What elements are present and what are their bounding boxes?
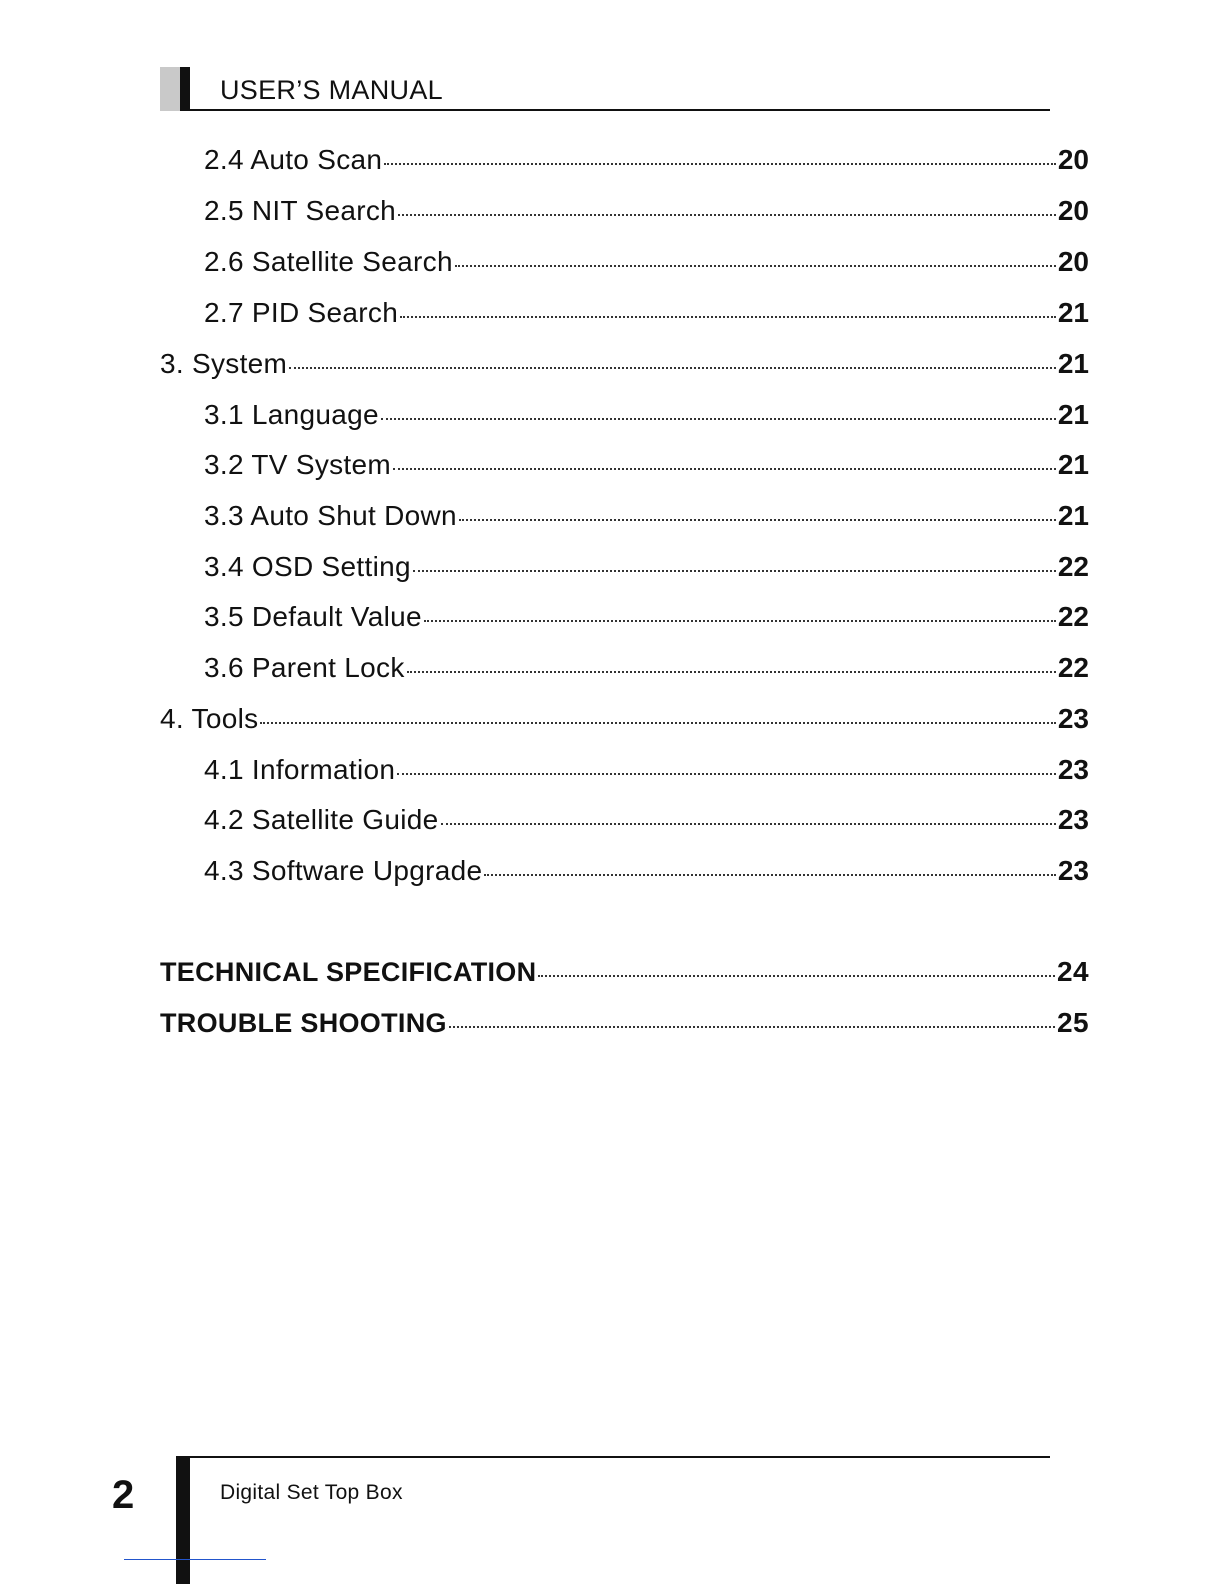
toc-section-page: 24 — [1057, 956, 1089, 987]
toc-leader-dots — [384, 151, 1056, 165]
toc-entry-label: 4.2 Satellite Guide — [204, 804, 439, 835]
header-gray-bar — [160, 67, 180, 111]
toc-entry-label: 3.6 Parent Lock — [204, 652, 405, 683]
toc-entry-page: 22 — [1057, 652, 1089, 683]
toc-entry-label: 4. Tools — [160, 703, 259, 734]
toc-leader-dots — [398, 202, 1056, 216]
toc-entry-label: 3.2 TV System — [204, 449, 392, 480]
toc-entry-label: 3.5 Default Value — [204, 601, 422, 632]
toc-entry-page: 21 — [1057, 348, 1089, 379]
toc-leader-dots — [455, 253, 1056, 267]
toc-leader-dots — [289, 355, 1056, 369]
toc-entry[interactable] — [204, 395, 1089, 435]
toc-entry[interactable] — [160, 344, 1089, 384]
toc-entry-label: 4.3 Software Upgrade — [204, 855, 483, 886]
toc-entry-page: 23 — [1057, 754, 1089, 785]
toc-section-technical-specification[interactable] — [160, 952, 1089, 992]
toc-leader-dots — [538, 963, 1055, 977]
toc-entry-label: 2.4 Auto Scan — [204, 144, 383, 175]
toc-entry[interactable] — [204, 750, 1089, 790]
toc-entry-page: 23 — [1057, 703, 1089, 734]
toc-entry[interactable] — [204, 496, 1089, 536]
toc-entry[interactable] — [204, 445, 1089, 485]
footer-black-bar — [176, 1456, 190, 1584]
toc-section-label: TECHNICAL SPECIFICATION — [160, 957, 537, 987]
toc-entry[interactable] — [160, 699, 1089, 739]
toc-entry[interactable] — [204, 547, 1089, 587]
toc-leader-dots — [484, 862, 1055, 876]
toc-entry-label: 3.1 Language — [204, 399, 379, 430]
toc-leader-dots — [393, 456, 1056, 470]
toc-entry-page: 22 — [1057, 551, 1089, 582]
toc-entry[interactable] — [204, 851, 1089, 891]
footer-product-name: Digital Set Top Box — [220, 1481, 403, 1504]
toc-entry-page: 20 — [1057, 246, 1089, 277]
toc-entry-page: 21 — [1057, 297, 1089, 328]
toc-section-trouble-shooting[interactable] — [160, 1003, 1089, 1043]
toc-section-label: TROUBLE SHOOTING — [160, 1008, 447, 1038]
toc-section-page: 25 — [1057, 1007, 1089, 1038]
header-black-bar — [180, 67, 190, 111]
toc-leader-dots — [441, 811, 1056, 825]
toc-entry-label: 2.6 Satellite Search — [204, 246, 453, 277]
footer-page-number: 2 — [112, 1473, 135, 1517]
toc-entry[interactable] — [204, 293, 1089, 333]
toc-leader-dots — [424, 608, 1056, 622]
toc-entry-page: 21 — [1057, 500, 1089, 531]
toc-entry-label: 3.3 Auto Shut Down — [204, 500, 457, 531]
toc-entry[interactable] — [204, 191, 1089, 231]
toc-entry-page: 21 — [1057, 449, 1089, 480]
toc-entry-label: 4.1 Information — [204, 754, 396, 785]
footer-rule — [176, 1456, 1050, 1458]
toc-entry[interactable] — [204, 648, 1089, 688]
toc-leader-dots — [397, 761, 1056, 775]
toc-entry[interactable] — [204, 242, 1089, 282]
toc-leader-dots — [407, 659, 1056, 673]
toc-leader-dots — [400, 304, 1056, 318]
toc-leader-dots — [449, 1014, 1055, 1028]
toc-entry-label: 2.7 PID Search — [204, 297, 399, 328]
toc-entry-page: 23 — [1057, 855, 1089, 886]
toc-leader-dots — [413, 558, 1056, 572]
toc-leader-dots — [260, 710, 1055, 724]
footer-link-underline — [124, 1559, 266, 1560]
toc-entry-page: 20 — [1057, 144, 1089, 175]
toc-entry-label: 2.5 NIT Search — [204, 195, 396, 226]
toc-entry-page: 20 — [1057, 195, 1089, 226]
toc-entry-page: 22 — [1057, 601, 1089, 632]
header-title: USER’S MANUAL — [220, 75, 443, 105]
toc-leader-dots — [381, 406, 1056, 420]
toc-entry-label: 3. System — [160, 348, 288, 379]
toc-entry[interactable] — [204, 140, 1089, 180]
toc-entry-label: 3.4 OSD Setting — [204, 551, 411, 582]
toc-entry[interactable] — [204, 597, 1089, 637]
toc-leader-dots — [459, 507, 1056, 521]
toc-entry[interactable] — [204, 800, 1089, 840]
header-rule — [190, 109, 1050, 111]
toc-entry-page: 23 — [1057, 804, 1089, 835]
toc-entry-page: 21 — [1057, 399, 1089, 430]
